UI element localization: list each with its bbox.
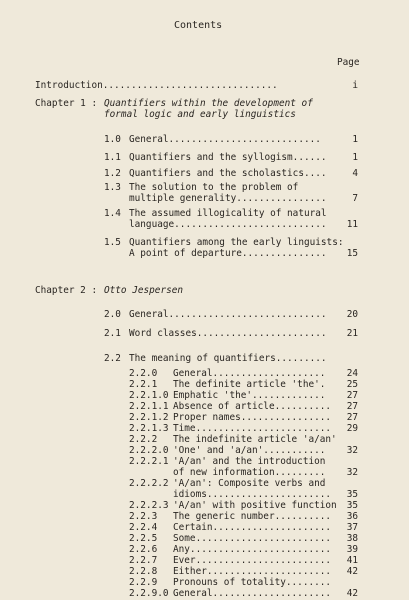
toc-entry-number: 1.1	[104, 152, 121, 163]
toc-subentry-page: 27	[346, 401, 358, 412]
toc-subentry-title[interactable]: Any.........................	[173, 544, 332, 555]
toc-entry-page: 21	[346, 328, 358, 339]
toc-subentry-page: 41	[346, 555, 358, 566]
toc-subentry-title[interactable]: Emphatic 'the'.............	[173, 390, 326, 401]
toc-entry-title[interactable]: language...........................	[129, 219, 327, 230]
toc-entry-number: 1.5	[104, 237, 121, 248]
toc-subentry-number: 2.2.9.0	[129, 588, 169, 599]
toc-introduction-page: i	[352, 80, 358, 91]
toc-subentry-number: 2.2.5	[129, 533, 158, 544]
toc-subentry-page: 35	[346, 489, 358, 500]
toc-subentry-title[interactable]: 'A/an': Composite verbs and	[173, 478, 326, 489]
toc-subentry-number: 2.2.2.2	[129, 478, 169, 489]
toc-subentry-page: 32	[346, 445, 358, 456]
toc-entry-title[interactable]: General............................	[129, 309, 327, 320]
toc-subentry-number: 2.2.2.1	[129, 456, 169, 467]
toc-subentry-number: 2.2.1	[129, 379, 158, 390]
toc-subentry-title[interactable]: The definite article 'the'.	[173, 379, 326, 390]
toc-entry-title[interactable]: The meaning of quantifiers.........	[129, 353, 327, 364]
toc-subentry-title[interactable]: 'One' and 'a/an'...........	[173, 445, 326, 456]
toc-subentry-number: 2.2.0	[129, 368, 158, 379]
toc-entry-page: 7	[352, 193, 358, 204]
toc-introduction-title[interactable]: Introduction...............................	[35, 80, 278, 91]
toc-subentry-number: 2.2.1.0	[129, 390, 169, 401]
toc-entry-number: 1.4	[104, 208, 121, 219]
toc-subentry-page: 36	[346, 511, 358, 522]
toc-subentry-title[interactable]: Pronouns of totality........	[173, 577, 332, 588]
toc-subentry-page: 27	[346, 390, 358, 401]
toc-entry-title[interactable]: General...........................	[129, 134, 321, 145]
toc-subentry-title[interactable]: General.....................	[173, 588, 332, 599]
toc-subentry-number: 2.2.7	[129, 555, 158, 566]
chapter-1-title-line2[interactable]: formal logic and early linguistics	[104, 109, 296, 120]
toc-entry-number: 1.0	[104, 134, 121, 145]
toc-subentry-page: 37	[346, 522, 358, 533]
toc-entry-title[interactable]: The assumed illogicality of natural	[129, 208, 327, 219]
toc-subentry-page: 42	[346, 588, 358, 599]
chapter-2-label: Chapter 2 :	[35, 285, 98, 296]
toc-subentry-title[interactable]: Time........................	[173, 423, 332, 434]
toc-subentry-title[interactable]: Some........................	[173, 533, 332, 544]
chapter-1-title-line1[interactable]: Quantifiers within the development of	[104, 98, 313, 109]
toc-subentry-page: 35	[346, 500, 358, 511]
chapter-1-label: Chapter 1 :	[35, 98, 98, 109]
toc-subentry-page: 32	[346, 467, 358, 478]
toc-subentry-number: 2.2.6	[129, 544, 158, 555]
toc-subentry-title[interactable]: Certain.....................	[173, 522, 332, 533]
toc-subentry-page: 29	[346, 423, 358, 434]
toc-entry-title[interactable]: Quantifiers and the scholastics....	[129, 168, 327, 179]
toc-subentry-number: 2.2.8	[129, 566, 158, 577]
toc-subentry-title[interactable]: Proper names................	[173, 412, 332, 423]
toc-entry-page: 11	[346, 219, 358, 230]
toc-subentry-number: 2.2.4	[129, 522, 158, 533]
toc-subentry-title[interactable]: General....................	[173, 368, 326, 379]
toc-entry-number: 2.2	[104, 353, 121, 364]
toc-subentry-number: 2.2.1.1	[129, 401, 169, 412]
toc-subentry-title[interactable]: Absence of article..........	[173, 401, 332, 412]
toc-entry-page: 15	[346, 248, 358, 259]
toc-subentry-number: 2.2.3	[129, 511, 158, 522]
toc-subentry-page: 42	[346, 566, 358, 577]
toc-entry-number: 2.0	[104, 309, 121, 320]
toc-subentry-number: 2.2.1.3	[129, 423, 169, 434]
page-title: Contents	[174, 20, 223, 31]
toc-subentry-page: 24	[346, 368, 358, 379]
toc-entry-number: 1.2	[104, 168, 121, 179]
toc-entry-title[interactable]: multiple generality................	[129, 193, 327, 204]
toc-subentry-title[interactable]: The generic number..........	[173, 511, 332, 522]
toc-subentry-title[interactable]: The indefinite article 'a/an'	[173, 434, 337, 445]
toc-subentry-number: 2.2.9	[129, 577, 158, 588]
toc-subentry-number: 2.2.2.0	[129, 445, 169, 456]
toc-subentry-page: 39	[346, 544, 358, 555]
toc-subentry-title[interactable]: idioms......................	[173, 489, 332, 500]
toc-subentry-number: 2.2.1.2	[129, 412, 169, 423]
page-column-header: Page	[337, 57, 360, 68]
toc-entry-page: 20	[346, 309, 358, 320]
toc-subentry-number: 2.2.2.3	[129, 500, 169, 511]
toc-entry-title[interactable]: Quantifiers among the early linguists:	[129, 237, 344, 248]
toc-subentry-title[interactable]: of new information.........	[173, 467, 326, 478]
toc-subentry-title[interactable]: Ever........................	[173, 555, 332, 566]
toc-entry-title[interactable]: A point of departure...............	[129, 248, 327, 259]
toc-entry-page: 1	[352, 134, 358, 145]
toc-subentry-page: 27	[346, 412, 358, 423]
toc-subentry-title[interactable]: 'A/an' and the introduction	[173, 456, 326, 467]
chapter-2-title[interactable]: Otto Jespersen	[104, 285, 184, 296]
toc-entry-title[interactable]: The solution to the problem of	[129, 182, 299, 193]
toc-entry-number: 1.3	[104, 182, 121, 193]
toc-subentry-title[interactable]: Either......................	[173, 566, 332, 577]
toc-subentry-page: 38	[346, 533, 358, 544]
toc-entry-page: 1	[352, 152, 358, 163]
toc-subentry-number: 2.2.2	[129, 434, 158, 445]
toc-entry-number: 2.1	[104, 328, 121, 339]
toc-entry-page: 4	[352, 168, 358, 179]
toc-subentry-title[interactable]: 'A/an' with positive function	[173, 500, 337, 511]
toc-subentry-page: 25	[346, 379, 358, 390]
toc-entry-title[interactable]: Word classes.......................	[129, 328, 327, 339]
toc-entry-title[interactable]: Quantifiers and the syllogism......	[129, 152, 327, 163]
